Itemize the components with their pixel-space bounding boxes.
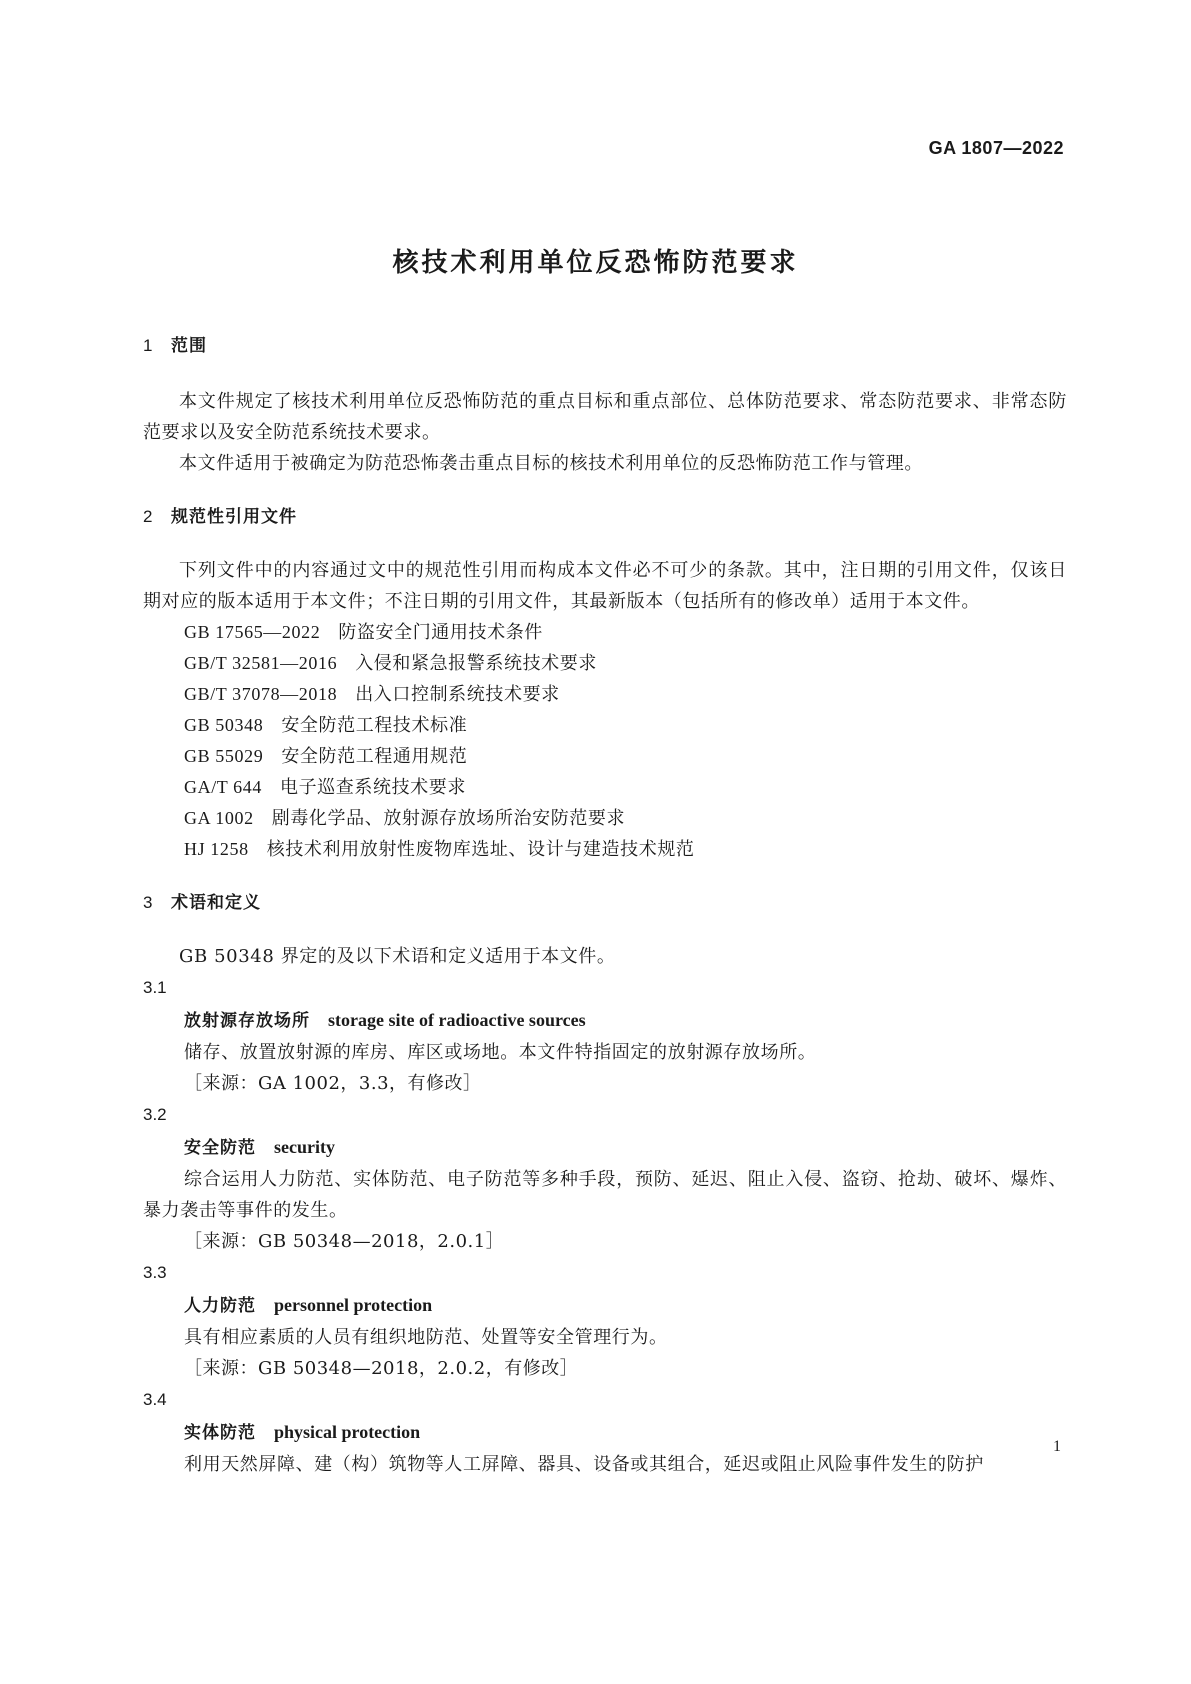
term-number: 3.2 [143,1105,167,1124]
reference-code: GB/T 37078—2018 [184,684,338,704]
reference-code: GA 1002 [184,808,254,828]
term-definition: 利用天然屏障、建（构）筑物等人工屏障、器具、设备或其组合，延迟或阻止风险事件发生的防护 [184,1454,984,1475]
document-title: 核技术利用单位反恐怖防范要求 [392,248,799,278]
section-heading-scope [143,332,1067,360]
document-body [143,332,1067,1480]
term-chinese: 人力防范 [184,1296,256,1316]
reference-code: GB 50348 [184,715,264,735]
reference-title: 核技术利用放射性废物库选址、设计与建造技术规范 [266,839,695,860]
reference-code: HJ 1258 [184,839,249,859]
reference-title: 电子巡查系统技术要求 [279,777,466,798]
reference-title: 剧毒化学品、放射源存放场所治安防范要求 [271,808,626,829]
reference-code: GB 17565—2022 [184,622,321,642]
paragraph: 下列文件中的内容通过文中的规范性引用而构成本文件必不可少的条款。其中，注日期的引用文件，仅该日期对应的版本适用于本文件；不注日期的引用文件，其最新版本（包括所有的修改单）适用于本文件。 [143,560,1067,612]
reference-item [143,648,1067,679]
reference-list [143,617,1067,865]
paragraph: GB 50348 界定的及以下术语和定义适用于本文件。 [179,946,616,967]
term-source: ［来源：GA 1002，3.3，有修改］ [184,1073,482,1094]
term-definition: 综合运用人力防范、实体防范、电子防范等多种手段，预防、延迟、阻止入侵、盗窃、抢劫、破坏、爆炸、暴力袭击等事件的发生。 [143,1169,1067,1221]
reference-item [143,679,1067,710]
standard-code: GA 1807—2022 [928,138,1064,158]
section-number: 1 [143,336,154,355]
term-chinese: 安全防范 [184,1138,256,1158]
reference-title: 出入口控制系统技术要求 [355,684,560,705]
term-number: 3.4 [143,1390,167,1409]
term-entry [143,1289,1067,1322]
section-title: 范围 [171,336,207,356]
reference-title: 安全防范工程通用规范 [281,746,468,767]
term-chinese: 放射源存放场所 [184,1011,310,1031]
term-english: physical protection [274,1422,421,1442]
term-source: ［来源：GB 50348—2018，2.0.1］ [184,1231,505,1252]
term-english: personnel protection [274,1295,433,1315]
term-entry [143,1131,1067,1164]
reference-title: 入侵和紧急报警系统技术要求 [355,653,597,674]
reference-item [143,710,1067,741]
term-number: 3.1 [143,978,167,997]
term-chinese: 实体防范 [184,1423,256,1443]
reference-title: 防盗安全门通用技术条件 [338,622,543,643]
term-definition: 储存、放置放射源的库房、库区或场地。本文件特指固定的放射源存放场所。 [184,1042,817,1063]
paragraph: 本文件规定了核技术利用单位反恐怖防范的重点目标和重点部位、总体防范要求、常态防范要求、非常态防范要求以及安全防范系统技术要求。 [143,391,1067,443]
term-entry [143,1416,1067,1449]
paragraph: 本文件适用于被确定为防范恐怖袭击重点目标的核技术利用单位的反恐怖防范工作与管理。 [179,453,923,474]
section-number: 3 [143,893,154,912]
term-entry [143,1004,1067,1037]
term-english: security [274,1137,335,1157]
term-definition: 具有相应素质的人员有组织地防范、处置等安全管理行为。 [184,1327,668,1348]
term-english: storage site of radioactive sources [328,1010,586,1030]
reference-code: GB 55029 [184,746,264,766]
reference-code: GA/T 644 [184,777,262,797]
section-number: 2 [143,507,154,526]
section-title: 规范性引用文件 [171,507,297,527]
reference-item [143,617,1067,648]
term-source: ［来源：GB 50348—2018，2.0.2，有修改］ [184,1358,579,1379]
reference-title: 安全防范工程技术标准 [281,715,468,736]
reference-item [143,741,1067,772]
section-title: 术语和定义 [171,893,261,913]
section-heading-normative-references [143,503,1067,531]
section-heading-terms-definitions [143,889,1067,917]
page-number: 1 [1053,1438,1061,1455]
reference-item [143,772,1067,803]
reference-code: GB/T 32581—2016 [184,653,338,673]
reference-item [143,803,1067,834]
reference-item [143,834,1067,865]
term-number: 3.3 [143,1263,167,1282]
